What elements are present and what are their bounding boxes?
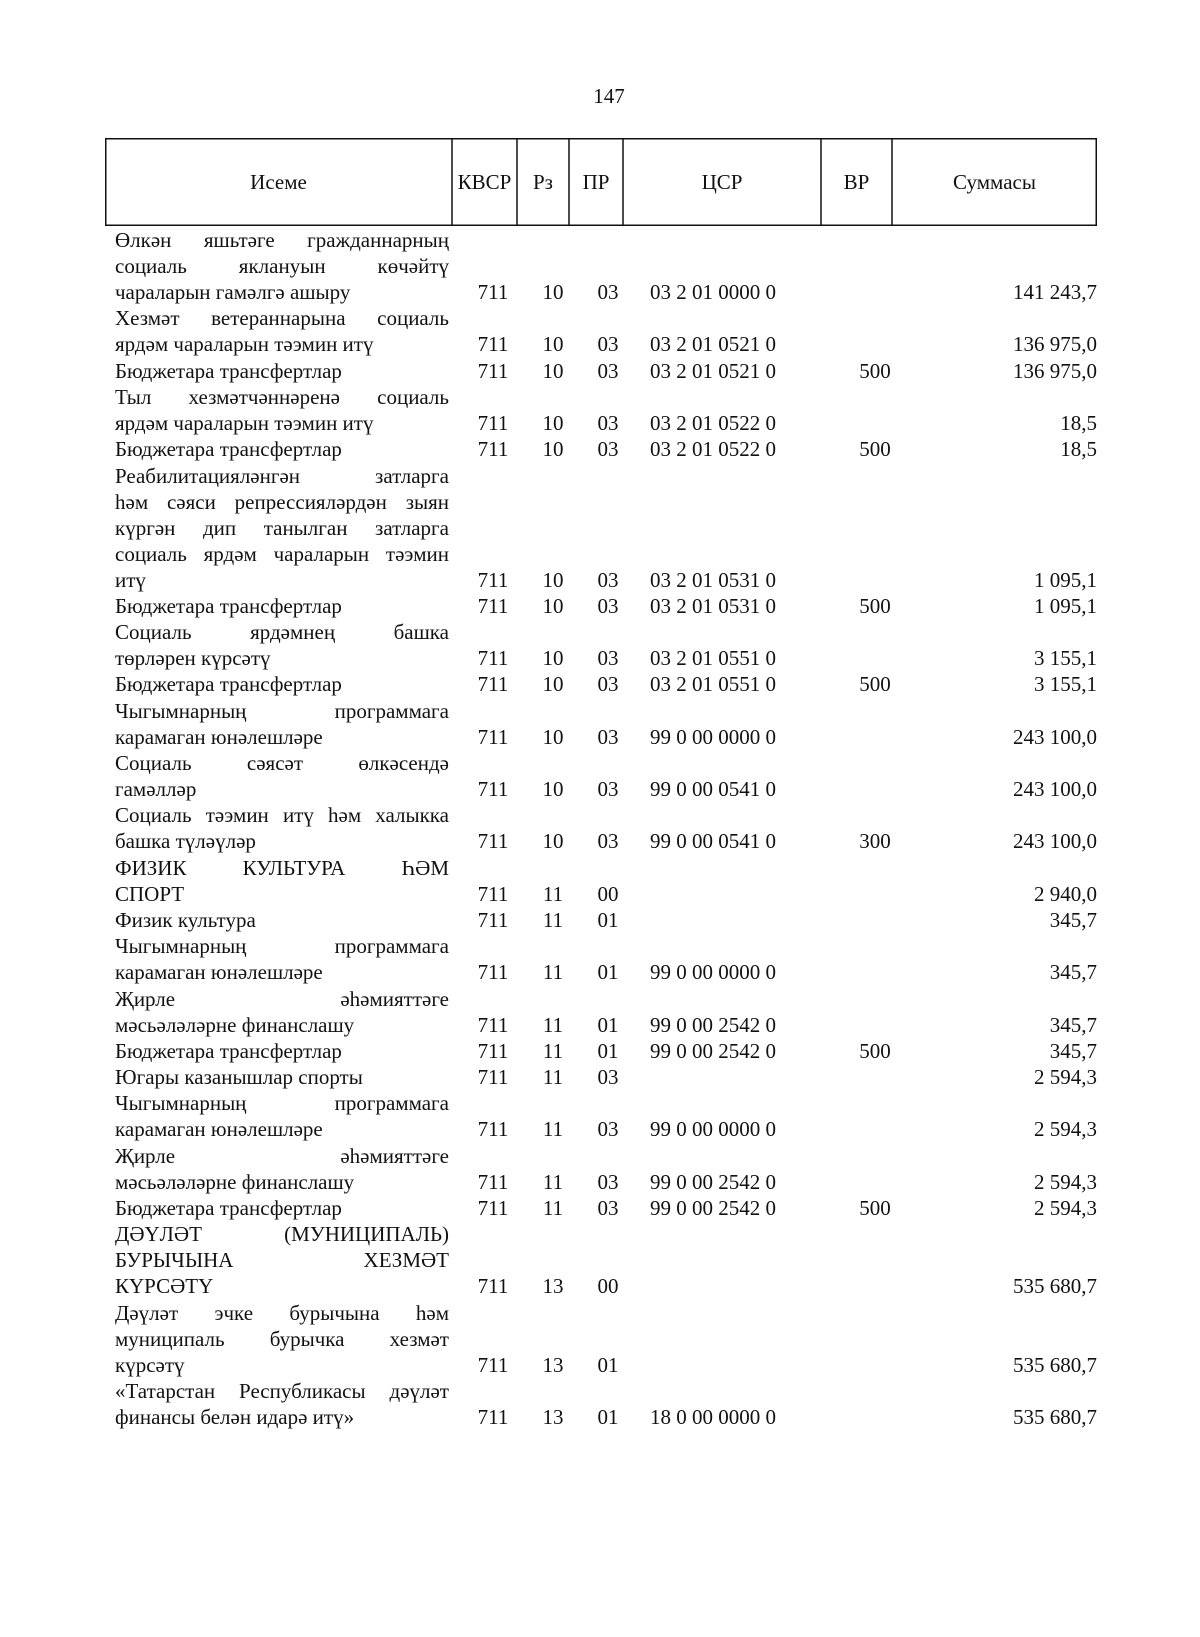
row-pr: 03 [597,567,619,592]
row-name-line: ФИЗИК КУЛЬТУРА ҺӘМ [115,855,449,880]
row-name-line: Бюджетара трансфертлар [115,437,342,462]
row-csr: 99 0 00 0000 0 [650,960,776,985]
row-name-line: карамаган юнәлешләре [115,960,323,985]
row-rz: 11 [542,881,564,906]
row-vr: 500 [859,437,891,462]
row-name [115,1300,449,1378]
row-name-line: Бюджетара трансфертлар [115,1196,342,1220]
header-rz: Рз [533,169,553,194]
table-row [0,358,1200,384]
row-name-line: СПОРТ [115,881,185,906]
row-vr: 300 [859,829,891,854]
row-csr: 99 0 00 0541 0 [650,777,776,801]
row-vr: 500 [859,593,891,618]
row-vr: 500 [859,1196,891,1220]
row-name-line: Реабилитацияләнгән затларга [115,463,449,488]
row-pr: 01 [597,1038,619,1063]
row-sum: 345,7 [1049,1038,1097,1063]
row-pr: 03 [597,332,619,357]
row-name-line: мәсьәләләрне финанслашу [115,1012,355,1037]
row-name-line: ДӘҮЛӘТ (МУНИЦИПАЛЬ) [115,1222,449,1247]
row-pr: 01 [597,1012,619,1037]
row-csr: 03 2 01 0521 0 [650,358,776,383]
row-name-line: һәм сәяси репрессияләрдән зыян [115,489,449,514]
row-name-line: социаль яклануын көчәйтү [115,254,449,278]
row-sum: 2 940,0 [1034,881,1097,906]
row-vr: 500 [859,358,891,383]
row-name [115,750,449,802]
table-row [0,227,1200,305]
row-name [115,855,449,907]
row-name [115,1064,449,1090]
row-sum: 243 100,0 [1013,724,1097,749]
table-row [0,750,1200,802]
row-rz: 13 [542,1352,564,1377]
row-name [115,907,449,933]
row-rz: 13 [542,1404,564,1429]
row-sum: 2 594,3 [1034,1065,1097,1090]
row-name [115,986,449,1038]
row-name [115,671,449,697]
row-pr: 03 [597,1065,619,1090]
table-row [0,907,1200,933]
row-kvsr: 711 [477,1065,509,1090]
row-kvsr: 711 [477,1038,509,1063]
row-name-line: Чыгымнарның программага [115,698,449,723]
row-kvsr: 711 [477,829,509,854]
table-row [0,1221,1200,1299]
row-csr: 99 0 00 2542 0 [650,1196,776,1220]
row-name [115,305,449,357]
table-row [0,1090,1200,1142]
row-name-line: Социаль сәясәт өлкәсендә [115,751,449,775]
row-kvsr: 711 [477,1274,509,1299]
row-name-line: Тыл хезмәтчәннәренә социаль [115,384,449,409]
row-csr: 99 0 00 2542 0 [650,1169,776,1194]
row-name-line: гамәлләр [115,777,197,801]
row-kvsr: 711 [477,672,509,697]
row-pr: 03 [597,672,619,697]
row-pr: 01 [597,1404,619,1429]
row-sum: 535 680,7 [1013,1274,1097,1299]
row-name-line: Социаль тәэмин итү һәм халыкка [115,803,449,828]
row-name [115,1038,449,1064]
row-pr: 03 [597,1117,619,1142]
table-row [0,1064,1200,1090]
row-name [115,227,449,305]
row-kvsr: 711 [477,280,509,304]
row-csr: 18 0 00 0000 0 [650,1404,776,1429]
row-kvsr: 711 [477,332,509,357]
row-vr: 500 [859,672,891,697]
row-sum: 2 594,3 [1034,1117,1097,1142]
row-kvsr: 711 [477,567,509,592]
table-row [0,1195,1200,1221]
row-kvsr: 711 [477,410,509,435]
row-sum: 243 100,0 [1013,829,1097,854]
row-rz: 10 [542,410,564,435]
row-rz: 10 [542,672,564,697]
row-name-line: Чыгымнарның программага [115,1091,449,1116]
table-row [0,305,1200,357]
header-name: Исеме [250,169,307,194]
row-vr: 500 [859,1038,891,1063]
row-csr: 03 2 01 0000 0 [650,280,776,304]
row-name [115,1221,449,1299]
table-row [0,1300,1200,1378]
row-name [115,698,449,750]
row-sum: 345,7 [1049,1012,1097,1037]
row-rz: 10 [542,358,564,383]
table-row [0,593,1200,619]
row-name-line: Бюджетара трансфертлар [115,1038,342,1063]
row-name-line: Хезмәт ветераннарына социаль [115,306,449,331]
row-name-line: Бюджетара трансфертлар [115,358,342,383]
row-csr: 03 2 01 0522 0 [650,410,776,435]
header-pr: ПР [582,169,610,194]
row-name-line: ярдәм чараларын тәэмин итү [115,332,374,357]
row-sum: 2 594,3 [1034,1169,1097,1194]
row-name-line: төрләрен күрсәтү [115,646,271,671]
row-rz: 10 [542,567,564,592]
row-pr: 03 [597,829,619,854]
table-row [0,855,1200,907]
row-name [115,619,449,671]
header-sum: Суммасы [953,169,1036,194]
row-name [115,1143,449,1195]
row-rz: 10 [542,280,564,304]
row-name-line: Өлкән яшьтәге гражданнарның [115,228,449,252]
table-row [0,463,1200,593]
row-name-line: Бюджетара трансфертлар [115,672,342,697]
row-csr: 99 0 00 0541 0 [650,829,776,854]
row-name-line: Чыгымнарның программага [115,934,449,959]
row-kvsr: 711 [477,1169,509,1194]
row-rz: 11 [542,1196,564,1220]
row-name-line: Җирле әһәмияттәге [115,986,449,1011]
row-csr: 99 0 00 0000 0 [650,724,776,749]
row-sum: 3 155,1 [1034,672,1097,697]
row-rz: 10 [542,777,564,801]
row-sum: 535 680,7 [1013,1404,1097,1429]
row-csr: 03 2 01 0551 0 [650,646,776,671]
row-csr: 03 2 01 0531 0 [650,567,776,592]
row-rz: 11 [542,1117,564,1142]
row-kvsr: 711 [477,907,509,932]
row-rz: 11 [542,907,564,932]
row-sum: 345,7 [1049,907,1097,932]
row-sum: 18,5 [1060,437,1097,462]
row-pr: 03 [597,593,619,618]
row-name-line: Җирле әһәмияттәге [115,1143,449,1168]
row-name-line: БУРЫЧЫНА ХЕЗМӘТ [115,1248,449,1273]
row-kvsr: 711 [477,437,509,462]
row-name-line: муниципаль бурычка хезмәт [115,1326,449,1351]
row-name [115,1195,449,1221]
row-rz: 10 [542,646,564,671]
row-name-line: күргән дип танылган затларга [115,515,449,540]
row-name-line: Социаль ярдәмнең башка [115,620,449,645]
row-rz: 11 [542,1169,564,1194]
row-pr: 03 [597,358,619,383]
row-rz: 10 [542,724,564,749]
row-name [115,802,449,854]
row-sum: 3 155,1 [1034,646,1097,671]
row-csr: 99 0 00 2542 0 [650,1012,776,1037]
row-kvsr: 711 [477,960,509,985]
header-csr: ЦСР [701,169,743,194]
row-pr: 03 [597,1169,619,1194]
row-sum: 18,5 [1060,410,1097,435]
row-rz: 10 [542,593,564,618]
row-rz: 11 [542,1065,564,1090]
table-row [0,384,1200,436]
row-pr: 03 [597,437,619,462]
row-pr: 01 [597,1352,619,1377]
row-csr: 03 2 01 0521 0 [650,332,776,357]
row-sum: 535 680,7 [1013,1352,1097,1377]
row-rz: 11 [542,1038,564,1063]
table-row [0,1038,1200,1064]
row-rz: 11 [542,960,564,985]
row-kvsr: 711 [477,646,509,671]
row-name [115,933,449,985]
row-sum: 2 594,3 [1034,1196,1097,1220]
row-sum: 1 095,1 [1034,567,1097,592]
row-rz: 10 [542,829,564,854]
row-pr: 03 [597,724,619,749]
table-row [0,671,1200,697]
row-pr: 03 [597,777,619,801]
table-header [105,138,1097,226]
header-vr: ВР [843,169,870,194]
row-rz: 10 [542,332,564,357]
row-name [115,1378,449,1430]
row-name [115,1090,449,1142]
row-rz: 13 [542,1274,564,1299]
row-name [115,436,449,462]
table-row [0,436,1200,462]
row-csr: 03 2 01 0551 0 [650,672,776,697]
page-number: 147 [593,84,625,108]
row-pr: 03 [597,646,619,671]
row-sum: 141 243,7 [1013,280,1097,304]
row-name [115,358,449,384]
row-sum: 136 975,0 [1013,358,1097,383]
row-name-line: Дәүләт эчке бурычына һәм [115,1300,449,1325]
row-name-line: Бюджетара трансфертлар [115,593,342,618]
row-kvsr: 711 [477,724,509,749]
row-kvsr: 711 [477,1117,509,1142]
table-row [0,986,1200,1038]
row-pr: 03 [597,410,619,435]
row-name-line: башка түләүләр [115,829,256,854]
row-sum: 1 095,1 [1034,593,1097,618]
row-name-line: чараларын гамәлгә ашыру [115,280,351,304]
row-sum: 345,7 [1049,960,1097,985]
row-pr: 00 [597,881,619,906]
row-kvsr: 711 [477,777,509,801]
row-pr: 03 [597,280,619,304]
row-name-line: «Татарстан Республикасы дәүләт [115,1378,449,1403]
row-name-line: Югары казанышлар спорты [115,1065,363,1090]
row-kvsr: 711 [477,1352,509,1377]
row-pr: 00 [597,1274,619,1299]
row-kvsr: 711 [477,1404,509,1429]
row-kvsr: 711 [477,1012,509,1037]
row-kvsr: 711 [477,593,509,618]
table-row [0,802,1200,854]
row-name [115,384,449,436]
row-rz: 10 [542,437,564,462]
row-pr: 01 [597,960,619,985]
table-row [0,1143,1200,1195]
row-csr: 99 0 00 0000 0 [650,1117,776,1142]
row-name-line: күрсәтү [115,1352,185,1377]
row-kvsr: 711 [477,881,509,906]
row-pr: 01 [597,907,619,932]
row-rz: 11 [542,1012,564,1037]
row-kvsr: 711 [477,358,509,383]
table-row [0,933,1200,985]
row-name-line: ярдәм чараларын тәэмин итү [115,410,374,435]
row-name-line: карамаган юнәлешләре [115,1117,323,1142]
header-kvsr: КВСР [457,169,512,194]
row-name [115,463,449,593]
row-pr: 03 [597,1196,619,1220]
row-csr: 03 2 01 0522 0 [650,437,776,462]
row-name-line: Физик культура [115,907,256,932]
row-csr: 99 0 00 2542 0 [650,1038,776,1063]
row-name-line: карамаган юнәлешләре [115,724,323,749]
row-sum: 243 100,0 [1013,777,1097,801]
row-csr: 03 2 01 0531 0 [650,593,776,618]
row-kvsr: 711 [477,1196,509,1220]
row-name-line: финансы белән идарә итү» [115,1404,355,1429]
table-row [0,619,1200,671]
row-name-line: итү [115,567,146,592]
row-name-line: КҮРСӘТҮ [115,1274,214,1299]
table-row [0,698,1200,750]
row-name-line: мәсьәләләрне финанслашу [115,1169,355,1194]
row-name [115,593,449,619]
table-row [0,1378,1200,1430]
row-name-line: социаль ярдәм чараларын тәэмин [115,541,449,566]
row-sum: 136 975,0 [1013,332,1097,357]
